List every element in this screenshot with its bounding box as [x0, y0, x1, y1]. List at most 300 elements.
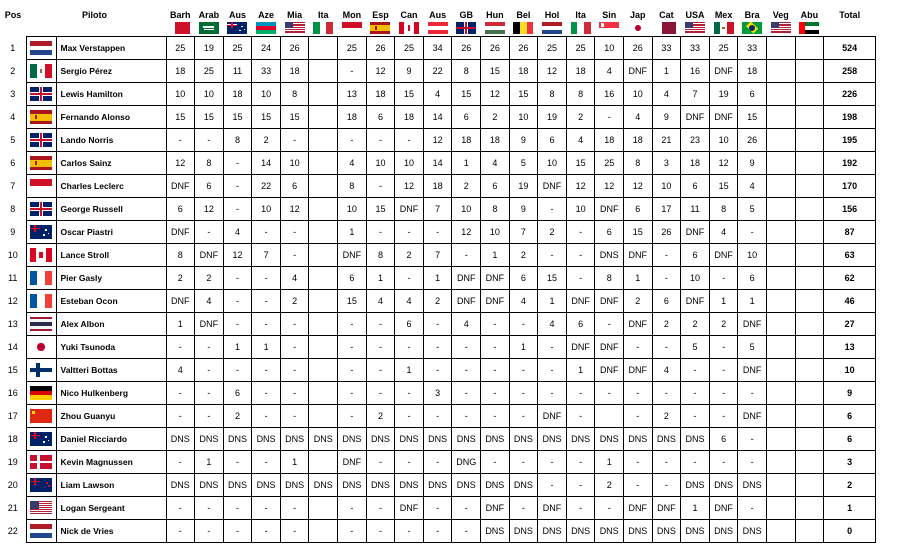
result-cell: - [709, 405, 738, 428]
result-cell: DNS [395, 428, 424, 451]
result-cell: - [709, 451, 738, 474]
result-cell: 19 [195, 37, 224, 60]
result-cell: - [223, 267, 252, 290]
result-cell [795, 129, 824, 152]
result-cell: 21 [652, 129, 681, 152]
netherlands-flag-icon [542, 22, 562, 34]
result-cell: 4 [652, 359, 681, 382]
driver-flag-cell [26, 221, 56, 244]
result-cell: 24 [252, 37, 281, 60]
driver-flag-cell [26, 313, 56, 336]
result-cell: DNS [423, 474, 452, 497]
result-cell [766, 382, 795, 405]
result-cell: 10 [709, 129, 738, 152]
result-cell: - [423, 405, 452, 428]
result-cell: 18 [166, 60, 195, 83]
result-cell: 12 [624, 175, 653, 198]
race-label: Ita [575, 10, 586, 20]
result-cell: DNS [338, 474, 367, 497]
result-cell: 12 [366, 60, 395, 83]
result-cell: DNF [166, 290, 195, 313]
result-cell: DNF [538, 497, 567, 520]
result-cell: DNF [566, 290, 595, 313]
result-cell: - [366, 336, 395, 359]
result-cell: 15 [252, 106, 281, 129]
result-cell: - [681, 382, 710, 405]
result-cell [309, 175, 338, 198]
result-cell: - [395, 451, 424, 474]
table-row [0, 474, 876, 497]
result-cell: 6 [338, 267, 367, 290]
result-cell [766, 474, 795, 497]
result-cell: 33 [652, 37, 681, 60]
result-cell [595, 405, 624, 428]
result-cell: DNF [566, 336, 595, 359]
race-label: Can [400, 10, 418, 20]
race-header-can-8 [395, 8, 424, 37]
position-cell: 11 [8, 273, 18, 283]
result-cell: 6 [624, 198, 653, 221]
result-cell: DNS [252, 474, 281, 497]
usa-flag-icon [685, 22, 705, 34]
driver-name: Nick de Vries [56, 520, 166, 543]
qatar-flag-icon [656, 22, 676, 34]
france-flag-icon [30, 294, 52, 308]
result-cell: DNF [595, 336, 624, 359]
result-cell: 6 [509, 267, 538, 290]
table-row [0, 382, 876, 405]
result-cell: - [395, 405, 424, 428]
belgium-flag-icon [513, 22, 533, 34]
result-cell [309, 221, 338, 244]
header-row [0, 8, 876, 37]
result-cell: - [366, 129, 395, 152]
result-cell: 4 [166, 359, 195, 382]
result-cell: - [252, 382, 281, 405]
result-cell: DNF [709, 106, 738, 129]
total-points: 13 [824, 336, 876, 359]
result-cell: DNS [681, 474, 710, 497]
result-cell: - [452, 520, 481, 543]
result-cell: 9 [652, 106, 681, 129]
race-label: Sin [602, 10, 617, 20]
result-cell: 10 [538, 152, 567, 175]
result-cell: 2 [166, 267, 195, 290]
result-cell: 2 [509, 244, 538, 267]
result-cell: - [195, 382, 224, 405]
result-cell: DNF [624, 60, 653, 83]
result-cell: - [481, 451, 510, 474]
azerbaijan-flag-icon [256, 22, 276, 34]
result-cell: 26 [738, 129, 767, 152]
result-cell [309, 129, 338, 152]
result-cell: - [166, 382, 195, 405]
result-cell: 1 [681, 497, 710, 520]
china-flag-icon [30, 409, 52, 423]
result-cell: 15 [509, 83, 538, 106]
result-cell [309, 152, 338, 175]
uk-flag-icon [30, 202, 52, 216]
result-cell: 18 [595, 129, 624, 152]
result-cell: - [280, 244, 309, 267]
result-cell: 6 [709, 428, 738, 451]
table-row [0, 244, 876, 267]
result-cell: DNS [538, 428, 567, 451]
result-cell: 16 [681, 60, 710, 83]
denmark-flag-icon [30, 455, 52, 469]
italy-flag-icon [571, 22, 591, 34]
result-cell: - [252, 497, 281, 520]
result-cell: - [423, 313, 452, 336]
position-cell: 1 [10, 43, 16, 53]
race-header-gb-10 [452, 8, 481, 37]
table-row [0, 152, 876, 175]
race-header-esp-7 [366, 8, 395, 37]
result-cell: 1 [166, 313, 195, 336]
result-cell: 2 [366, 405, 395, 428]
result-cell: - [252, 405, 281, 428]
result-cell: - [452, 336, 481, 359]
result-cell: - [738, 497, 767, 520]
result-cell: - [223, 175, 252, 198]
result-cell: 10 [338, 198, 367, 221]
result-cell: 25 [195, 60, 224, 83]
table-row [0, 129, 876, 152]
race-label: Veg [772, 10, 789, 20]
japan-flag-icon [628, 22, 648, 34]
race-header-sin-15 [595, 8, 624, 37]
brazil-flag-icon [742, 22, 762, 34]
position-cell: 8 [10, 204, 16, 214]
result-cell [766, 405, 795, 428]
driver-name: Pier Gasly [56, 267, 166, 290]
result-cell: - [338, 359, 367, 382]
result-cell: - [395, 520, 424, 543]
driver-flag-cell [26, 474, 56, 497]
result-cell: 2 [538, 221, 567, 244]
result-cell: 7 [423, 244, 452, 267]
position-cell: 4 [10, 112, 16, 122]
total-points: 63 [824, 244, 876, 267]
result-cell: 10 [481, 221, 510, 244]
driver-name: Zhou Guanyu [56, 405, 166, 428]
result-cell: DNS [709, 520, 738, 543]
australia-flag-icon [227, 22, 247, 34]
pos-header: Pos [4, 10, 22, 20]
race-header-cat-17 [652, 8, 681, 37]
result-cell: 33 [681, 37, 710, 60]
result-cell [795, 359, 824, 382]
result-cell: 1 [624, 267, 653, 290]
total-points: 258 [824, 60, 876, 83]
result-cell: 10 [652, 175, 681, 198]
result-cell: 10 [681, 267, 710, 290]
result-cell [766, 221, 795, 244]
result-cell: 1 [566, 359, 595, 382]
position-cell: 20 [7, 480, 18, 490]
total-points: 1 [824, 497, 876, 520]
italy-flag-icon [313, 22, 333, 34]
result-cell: 6 [595, 221, 624, 244]
race-header-arab-1 [195, 8, 224, 37]
uae-flag-icon [799, 22, 819, 34]
result-cell: 8 [452, 60, 481, 83]
result-cell: - [395, 382, 424, 405]
result-cell: 26 [481, 37, 510, 60]
driver-flag-cell [26, 405, 56, 428]
result-cell: DNF [624, 497, 653, 520]
result-cell: DNS [566, 520, 595, 543]
result-cell: - [738, 428, 767, 451]
result-cell: DNS [195, 428, 224, 451]
result-cell [309, 313, 338, 336]
result-cell [795, 290, 824, 313]
result-cell: 19 [709, 83, 738, 106]
result-cell: 15 [538, 267, 567, 290]
result-cell: DNF [481, 497, 510, 520]
result-cell: - [595, 313, 624, 336]
new-zealand-flag-icon [30, 478, 52, 492]
result-cell: 8 [223, 129, 252, 152]
result-cell: - [195, 359, 224, 382]
result-cell: 6 [566, 313, 595, 336]
position-cell: 15 [7, 365, 18, 375]
result-cell: - [252, 451, 281, 474]
position-cell: 14 [7, 342, 18, 352]
result-cell: - [338, 405, 367, 428]
result-cell: 6 [681, 175, 710, 198]
result-cell [309, 405, 338, 428]
result-cell: - [366, 221, 395, 244]
result-cell: - [681, 359, 710, 382]
result-cell: 1 [338, 221, 367, 244]
result-cell: - [280, 221, 309, 244]
result-cell: 18 [624, 129, 653, 152]
result-cell: DNF [595, 290, 624, 313]
result-cell: 4 [280, 267, 309, 290]
result-cell: - [280, 336, 309, 359]
result-cell [766, 428, 795, 451]
result-cell: 9 [509, 129, 538, 152]
result-cell: - [223, 497, 252, 520]
result-cell: - [566, 244, 595, 267]
result-cell: 1 [280, 451, 309, 474]
result-cell: 12 [452, 221, 481, 244]
race-header-aze-3 [252, 8, 281, 37]
result-cell: - [223, 520, 252, 543]
result-cell: - [280, 405, 309, 428]
driver-name: Sergio Pérez [56, 60, 166, 83]
race-header-usa-18 [681, 8, 710, 37]
result-cell [766, 497, 795, 520]
result-cell: - [538, 451, 567, 474]
result-cell: 7 [423, 198, 452, 221]
race-header-bel-12 [509, 8, 538, 37]
result-cell [766, 129, 795, 152]
result-cell: - [652, 244, 681, 267]
result-cell: - [280, 313, 309, 336]
race-header-ita-14 [566, 8, 595, 37]
result-cell: 26 [652, 221, 681, 244]
race-header-mex-19 [709, 8, 738, 37]
result-cell: 6 [681, 244, 710, 267]
result-cell: 4 [452, 313, 481, 336]
race-label: GB [459, 10, 473, 20]
result-cell: 4 [652, 83, 681, 106]
result-cell: DNF [166, 175, 195, 198]
result-cell [795, 267, 824, 290]
result-cell: 2 [452, 175, 481, 198]
result-cell: 12 [280, 198, 309, 221]
result-cell: - [166, 405, 195, 428]
result-cell: - [452, 405, 481, 428]
finland-flag-icon [30, 363, 52, 377]
germany-flag-icon [30, 386, 52, 400]
result-cell: 8 [280, 83, 309, 106]
result-cell: - [195, 405, 224, 428]
result-cell: - [624, 405, 653, 428]
result-cell: DNF [195, 244, 224, 267]
result-cell: - [423, 520, 452, 543]
result-cell: - [366, 175, 395, 198]
result-cell [795, 175, 824, 198]
result-cell: DNF [709, 244, 738, 267]
race-header-hun-11 [481, 8, 510, 37]
result-cell: - [252, 221, 281, 244]
result-cell: DNS [195, 474, 224, 497]
result-cell: DNS [395, 474, 424, 497]
result-cell: 4 [423, 83, 452, 106]
result-cell: - [595, 497, 624, 520]
result-cell: 2 [195, 267, 224, 290]
result-cell: 10 [252, 83, 281, 106]
result-cell: 8 [166, 244, 195, 267]
race-label: Barh [170, 10, 191, 20]
result-cell: 25 [166, 37, 195, 60]
race-label: Hun [486, 10, 504, 20]
result-cell: - [252, 313, 281, 336]
result-cell: DNS [338, 428, 367, 451]
driver-name: Valtteri Bottas [56, 359, 166, 382]
driver-flag-cell [26, 359, 56, 382]
result-cell [309, 106, 338, 129]
result-cell: - [195, 520, 224, 543]
position-cell: 3 [10, 89, 16, 99]
total-points: 3 [824, 451, 876, 474]
result-cell: - [709, 336, 738, 359]
result-cell: 4 [509, 290, 538, 313]
uk-flag-icon [30, 133, 52, 147]
result-cell: 17 [652, 198, 681, 221]
result-cell: 8 [538, 83, 567, 106]
result-cell: - [566, 451, 595, 474]
result-cell: DNF [595, 198, 624, 221]
position-cell: 21 [7, 503, 18, 513]
result-cell [766, 83, 795, 106]
total-points: 195 [824, 129, 876, 152]
total-points: 170 [824, 175, 876, 198]
result-cell: DNF [595, 359, 624, 382]
result-cell: - [624, 451, 653, 474]
result-cell: DNS [595, 428, 624, 451]
result-cell: DNS [738, 520, 767, 543]
result-cell: - [652, 382, 681, 405]
result-cell [309, 382, 338, 405]
result-cell: - [338, 313, 367, 336]
result-cell: 12 [223, 244, 252, 267]
result-cell [795, 83, 824, 106]
result-cell: DNS [652, 520, 681, 543]
total-header: Total [839, 10, 861, 20]
result-cell: - [223, 290, 252, 313]
table-row [0, 313, 876, 336]
result-cell: 4 [366, 290, 395, 313]
result-cell: 4 [538, 313, 567, 336]
result-cell: DNF [395, 497, 424, 520]
result-cell: 8 [624, 152, 653, 175]
result-cell: - [223, 359, 252, 382]
result-cell: 3 [423, 382, 452, 405]
table-row [0, 37, 876, 60]
result-cell: - [709, 359, 738, 382]
result-cell: 6 [481, 175, 510, 198]
hungary-flag-icon [485, 22, 505, 34]
result-cell: 4 [566, 129, 595, 152]
result-cell: 10 [738, 244, 767, 267]
result-cell: 2 [252, 129, 281, 152]
total-points: 6 [824, 428, 876, 451]
driver-flag-cell [26, 175, 56, 198]
total-points: 62 [824, 267, 876, 290]
result-cell: DNF [738, 313, 767, 336]
result-cell [795, 405, 824, 428]
race-header-mia-4 [280, 8, 309, 37]
result-cell: 23 [681, 129, 710, 152]
result-cell: DNF [481, 267, 510, 290]
result-cell: 12 [395, 175, 424, 198]
position-cell: 18 [7, 434, 18, 444]
race-header-barh-0 [166, 8, 195, 37]
result-cell [795, 106, 824, 129]
race-label: Bra [744, 10, 760, 20]
result-cell: 25 [538, 37, 567, 60]
result-cell: - [538, 198, 567, 221]
driver-flag-cell [26, 106, 56, 129]
result-cell: DNF [538, 405, 567, 428]
result-cell: - [452, 382, 481, 405]
result-cell [309, 267, 338, 290]
result-cell: - [366, 359, 395, 382]
result-cell: 12 [423, 129, 452, 152]
result-cell: - [481, 336, 510, 359]
driver-flag-cell [26, 382, 56, 405]
result-cell: 2 [709, 313, 738, 336]
result-cell [309, 451, 338, 474]
result-cell: 15 [338, 290, 367, 313]
result-cell: 4 [223, 221, 252, 244]
result-cell: - [366, 451, 395, 474]
result-cell: 15 [366, 198, 395, 221]
result-cell: 22 [252, 175, 281, 198]
race-header-aus-2 [223, 8, 252, 37]
result-cell: - [652, 267, 681, 290]
result-cell [795, 60, 824, 83]
result-cell: 2 [595, 474, 624, 497]
table-row [0, 290, 876, 313]
result-cell [766, 267, 795, 290]
result-cell: 15 [195, 106, 224, 129]
driver-name: Oscar Piastri [56, 221, 166, 244]
